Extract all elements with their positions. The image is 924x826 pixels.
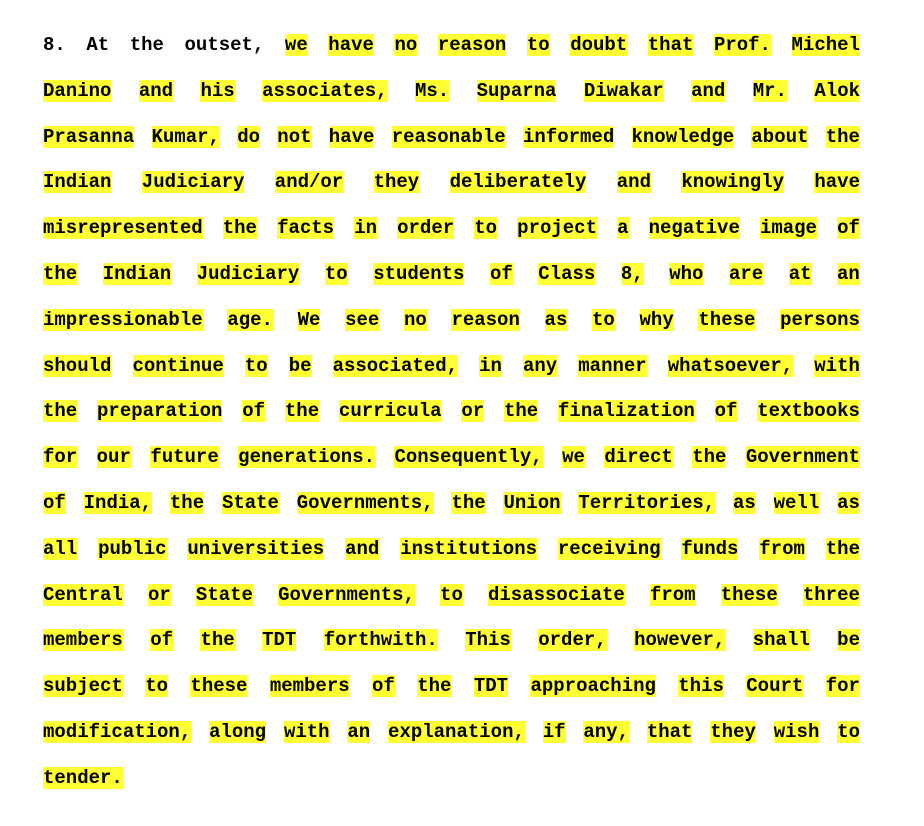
highlighted-word: Ms. xyxy=(414,79,450,102)
highlighted-word: order xyxy=(397,217,455,240)
text-line xyxy=(43,492,860,516)
highlighted-word: the xyxy=(825,537,860,560)
highlighted-word: we xyxy=(284,34,308,56)
highlighted-word: any xyxy=(522,354,558,377)
highlighted-word: of xyxy=(372,675,395,698)
highlighted-word: misrepresented xyxy=(43,217,203,240)
highlighted-word: Governments, xyxy=(296,492,434,514)
highlighted-word: the xyxy=(503,400,539,423)
highlighted-word: Judiciary xyxy=(141,171,245,194)
highlighted-word: should xyxy=(43,354,112,377)
highlighted-word: associated, xyxy=(332,354,458,377)
highlighted-word: future xyxy=(150,446,219,469)
highlighted-word: as xyxy=(732,492,756,514)
highlighted-word: well xyxy=(773,492,820,514)
text-line xyxy=(43,34,860,58)
highlighted-word: Indian xyxy=(43,171,112,194)
highlighted-word: age. xyxy=(227,308,273,331)
highlighted-word: 8, xyxy=(620,263,644,285)
highlighted-word: the xyxy=(451,492,486,514)
text-line xyxy=(43,126,860,150)
highlighted-word: and xyxy=(616,171,651,194)
text-line xyxy=(43,767,860,791)
highlighted-word: no xyxy=(403,308,427,331)
highlighted-word: three xyxy=(802,583,860,606)
highlighted-word: manner xyxy=(578,354,647,377)
highlighted-word: universities xyxy=(187,537,325,560)
highlighted-word: with xyxy=(814,354,860,377)
highlighted-word: Alok xyxy=(814,79,860,102)
text-line xyxy=(43,538,860,562)
highlighted-word: if xyxy=(542,721,566,743)
highlighted-word: approaching xyxy=(530,675,656,698)
highlighted-word: to xyxy=(474,217,498,240)
text-line xyxy=(43,171,860,195)
highlighted-word: Michel xyxy=(791,34,860,56)
highlighted-word: as xyxy=(544,308,568,331)
highlighted-word: TDT xyxy=(262,629,297,652)
highlighted-word: they xyxy=(373,171,420,194)
text-line xyxy=(43,584,860,608)
highlighted-word: from xyxy=(759,537,805,560)
word: the xyxy=(129,34,164,56)
highlighted-word: at xyxy=(788,263,812,285)
highlighted-word: the xyxy=(284,400,320,423)
highlighted-word: knowingly xyxy=(681,171,784,194)
highlighted-word: a xyxy=(617,217,629,240)
highlighted-word: modification, xyxy=(43,721,192,743)
highlighted-word: receiving xyxy=(557,537,661,560)
highlighted-word: the xyxy=(200,629,235,652)
highlighted-word: Union xyxy=(503,492,561,514)
highlighted-word: facts xyxy=(277,217,335,240)
highlighted-word: deliberately xyxy=(449,171,587,194)
highlighted-word: have xyxy=(328,125,375,148)
highlighted-word: TDT xyxy=(473,675,509,698)
text-line xyxy=(43,80,860,104)
highlighted-word: and xyxy=(691,79,726,102)
highlighted-word: project xyxy=(517,217,597,240)
highlighted-word: This xyxy=(465,629,511,652)
highlighted-word: from xyxy=(649,583,696,606)
highlighted-word: not xyxy=(277,125,312,148)
highlighted-word: to xyxy=(324,263,348,285)
text-line xyxy=(43,263,860,287)
highlighted-word: or xyxy=(147,583,171,606)
highlighted-word: State xyxy=(221,492,279,514)
highlighted-word: associates, xyxy=(262,79,388,102)
highlighted-word: be xyxy=(837,629,860,652)
highlighted-word: Territories, xyxy=(578,492,716,514)
highlighted-word: why xyxy=(639,308,674,331)
highlighted-word: reasonable xyxy=(391,125,506,148)
highlighted-word: that xyxy=(647,34,694,56)
highlighted-word: the xyxy=(417,675,452,698)
highlighted-word: any, xyxy=(583,721,629,743)
highlighted-word: Prof. xyxy=(713,34,771,56)
text-line xyxy=(43,629,860,653)
highlighted-word: preparation xyxy=(97,400,223,423)
highlighted-word: students xyxy=(373,263,465,285)
highlighted-word: the xyxy=(169,492,205,514)
highlighted-word: India, xyxy=(83,492,153,514)
highlighted-word: are xyxy=(728,263,764,285)
highlighted-word: an xyxy=(347,721,371,743)
text-line xyxy=(43,675,860,699)
highlighted-word: his xyxy=(200,79,235,102)
paragraph-number: 8. xyxy=(43,34,66,56)
highlighted-word: reason xyxy=(437,34,507,56)
highlighted-word: tender. xyxy=(43,766,123,789)
highlighted-word: to xyxy=(440,583,463,606)
highlighted-word: as xyxy=(837,492,860,514)
highlighted-word: Prasanna xyxy=(43,125,135,148)
highlighted-word: Judiciary xyxy=(196,263,300,285)
highlighted-word: Mr. xyxy=(752,79,787,102)
highlighted-word: subject xyxy=(43,675,123,698)
highlighted-word: knowledge xyxy=(631,125,735,148)
highlighted-word: these xyxy=(190,675,248,698)
highlighted-word: We xyxy=(297,308,321,331)
highlighted-word: reason xyxy=(451,308,520,331)
highlighted-word: to xyxy=(526,34,550,56)
highlighted-word: that xyxy=(646,721,693,743)
highlighted-word: members xyxy=(269,675,350,698)
highlighted-word: Diwakar xyxy=(583,79,664,102)
highlighted-word: of xyxy=(714,400,738,423)
highlighted-word: Kumar, xyxy=(151,125,220,148)
highlighted-word: see xyxy=(345,308,380,331)
text-line xyxy=(43,217,860,241)
highlighted-word: all xyxy=(43,537,78,560)
highlighted-word: in xyxy=(354,217,378,240)
highlighted-word: Central xyxy=(43,583,123,606)
highlighted-word: our xyxy=(96,446,131,469)
highlighted-word: finalization xyxy=(558,400,695,423)
highlighted-word: have xyxy=(814,171,860,194)
highlighted-word: Danino xyxy=(43,79,112,102)
highlighted-word: disassociate xyxy=(488,583,625,606)
highlighted-word: persons xyxy=(780,308,860,331)
highlighted-word: Court xyxy=(746,675,804,698)
highlighted-word: doubt xyxy=(570,34,628,56)
highlighted-word: be xyxy=(288,354,312,377)
highlighted-word: the xyxy=(825,125,860,148)
highlighted-word: with xyxy=(283,721,330,743)
highlighted-word: this xyxy=(678,675,724,698)
highlighted-word: of xyxy=(43,492,66,514)
word: outset, xyxy=(184,34,265,56)
highlighted-word: to xyxy=(244,354,268,377)
highlighted-word: Consequently, xyxy=(394,446,543,469)
highlighted-word: State xyxy=(195,583,253,606)
highlighted-word: of xyxy=(242,400,266,423)
highlighted-word: whatsoever, xyxy=(667,354,794,377)
highlighted-word: explanation, xyxy=(388,721,525,743)
highlighted-word: informed xyxy=(523,125,615,148)
highlighted-word: do xyxy=(237,125,261,148)
highlighted-word: and xyxy=(138,79,174,102)
text-line xyxy=(43,309,860,333)
text-line xyxy=(43,400,860,424)
highlighted-word: these xyxy=(698,308,756,331)
highlighted-word: public xyxy=(98,537,167,560)
highlighted-word: Governments, xyxy=(278,583,415,606)
highlighted-word: these xyxy=(720,583,778,606)
highlighted-word: the xyxy=(43,400,78,423)
highlighted-word: or xyxy=(461,400,485,423)
highlighted-word: the xyxy=(222,217,257,240)
highlighted-word: impressionable xyxy=(43,308,203,331)
highlighted-word: we xyxy=(562,446,585,469)
highlighted-word: of xyxy=(150,629,174,652)
highlighted-word: textbooks xyxy=(757,400,860,423)
highlighted-word: Suparna xyxy=(476,79,557,102)
highlighted-word: generations. xyxy=(238,446,375,469)
highlighted-word: Government xyxy=(745,446,860,469)
highlighted-word: wish xyxy=(773,721,820,743)
text-line xyxy=(43,446,860,470)
highlighted-word: negative xyxy=(648,217,740,240)
highlighted-word: funds xyxy=(681,537,739,560)
text-line xyxy=(43,355,860,379)
highlighted-word: and xyxy=(345,537,380,560)
highlighted-word: have xyxy=(328,34,374,56)
highlighted-word: image xyxy=(759,217,817,240)
highlighted-word: in xyxy=(479,354,502,377)
highlighted-word: for xyxy=(43,446,78,469)
word: At xyxy=(86,34,110,56)
highlighted-word: the xyxy=(43,263,78,285)
highlighted-word: an xyxy=(837,263,860,285)
highlighted-word: and/or xyxy=(274,171,344,194)
highlighted-word: institutions xyxy=(400,537,538,560)
highlighted-word: of xyxy=(837,217,860,240)
highlighted-word: however, xyxy=(634,629,726,652)
highlighted-word: they xyxy=(710,721,756,743)
highlighted-word: Class xyxy=(538,263,596,285)
highlighted-word: who xyxy=(669,263,704,285)
highlighted-word: no xyxy=(394,34,418,56)
highlighted-word: to xyxy=(145,675,169,698)
text-line xyxy=(43,721,860,745)
highlighted-word: continue xyxy=(132,354,224,377)
highlighted-word: forthwith. xyxy=(323,629,438,652)
highlighted-word: Indian xyxy=(102,263,172,285)
highlighted-word: members xyxy=(43,629,123,652)
highlighted-word: to xyxy=(837,721,860,743)
highlighted-word: direct xyxy=(604,446,673,469)
highlighted-word: about xyxy=(751,125,809,148)
highlighted-word: to xyxy=(592,308,615,331)
highlighted-word: for xyxy=(825,675,860,698)
highlighted-word: curricula xyxy=(338,400,442,423)
highlighted-word: along xyxy=(209,721,267,743)
highlighted-word: shall xyxy=(752,629,810,652)
highlighted-word: order, xyxy=(538,629,607,652)
highlighted-word: of xyxy=(489,263,513,285)
highlighted-word: the xyxy=(692,446,727,469)
